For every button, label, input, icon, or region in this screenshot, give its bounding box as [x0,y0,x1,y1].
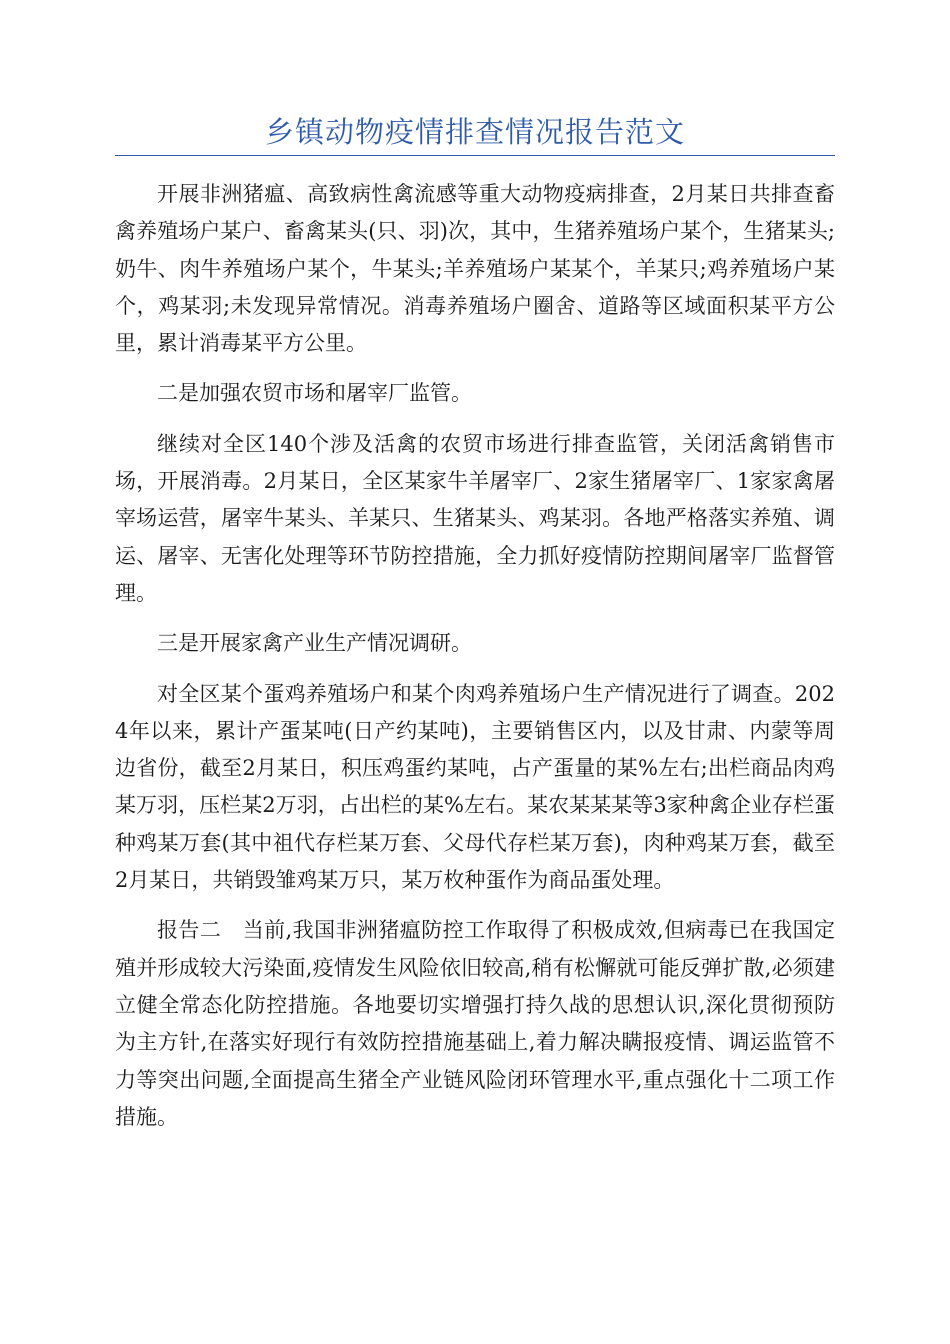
paragraph-report-two: 报告二 当前,我国非洲猪瘟防控工作取得了积极成效,但病毒已在我国定殖并形成较大污染面,疫情发生风险依旧较高,稍有松懈就可能反弹扩散,必须建立健全常态化防控措施。各地要切实增强打持久战的思想认识,深化贯彻预防为主方针,在落实好现行有效防控措施基础上,着力解决瞒报疫情、调运监管不力等突出问题,全面提高生猪全产业链风险闭环管理水平,重点强化十二项工作措施。 [115,918,835,1129]
paragraph-epidemic-screening: 开展非洲猪瘟、高致病性禽流感等重大动物疫病排查，2月某日共排查畜禽养殖场户某户、畜禽某头(只、羽)次，其中，生猪养殖场户某个，生猪某头;奶牛、肉牛养殖场户某个，牛某头;羊养殖场户某某个，羊某只;鸡养殖场户某个，鸡某羽;未发现异常情况。消毒养殖场户圈舍、道路等区域面积某平方公里，累计消毒某平方公里。 [115,182,835,356]
paragraph-heading-poultry-survey: 三是开展家禽产业生产情况调研。 [157,631,472,656]
paragraph-poultry-survey: 对全区某个蛋鸡养殖场户和某个肉鸡养殖场户生产情况进行了调查。2024年以来，累计产蛋某吨(日产约某吨)，主要销售区内，以及甘肃、内蒙等周边省份，截至2月某日，积压鸡蛋约某吨，占产蛋量的某%左右;出栏商品肉鸡某万羽，压栏某2万羽，占出栏的某%左右。某农某某某等3家种禽企业存栏蛋种鸡某万套(其中祖代存栏某万套、父母代存栏某万套)，肉种鸡某万套，截至2月某日，共销毁雏鸡某万只，某万枚种蛋作为商品蛋处理。 [115,681,835,893]
paragraph-market-supervision: 继续对全区140个涉及活禽的农贸市场进行排查监管，关闭活禽销售市场，开展消毒。2月某日，全区某家牛羊屠宰厂、2家生猪屠宰厂、1家家禽屠宰场运营，屠宰牛某头、羊某只、生猪某头、鸡某羽。各地严格落实养殖、调运、屠宰、无害化处理等环节防控措施，全力抓好疫情防控期间屠宰厂监督管理。 [115,431,835,605]
document-title: 乡镇动物疫情排查情况报告范文 [264,115,685,149]
title-underline [115,155,835,156]
paragraph-heading-market-supervision: 二是加强农贸市场和屠宰厂监管。 [157,381,472,406]
document-body [115,176,835,1149]
